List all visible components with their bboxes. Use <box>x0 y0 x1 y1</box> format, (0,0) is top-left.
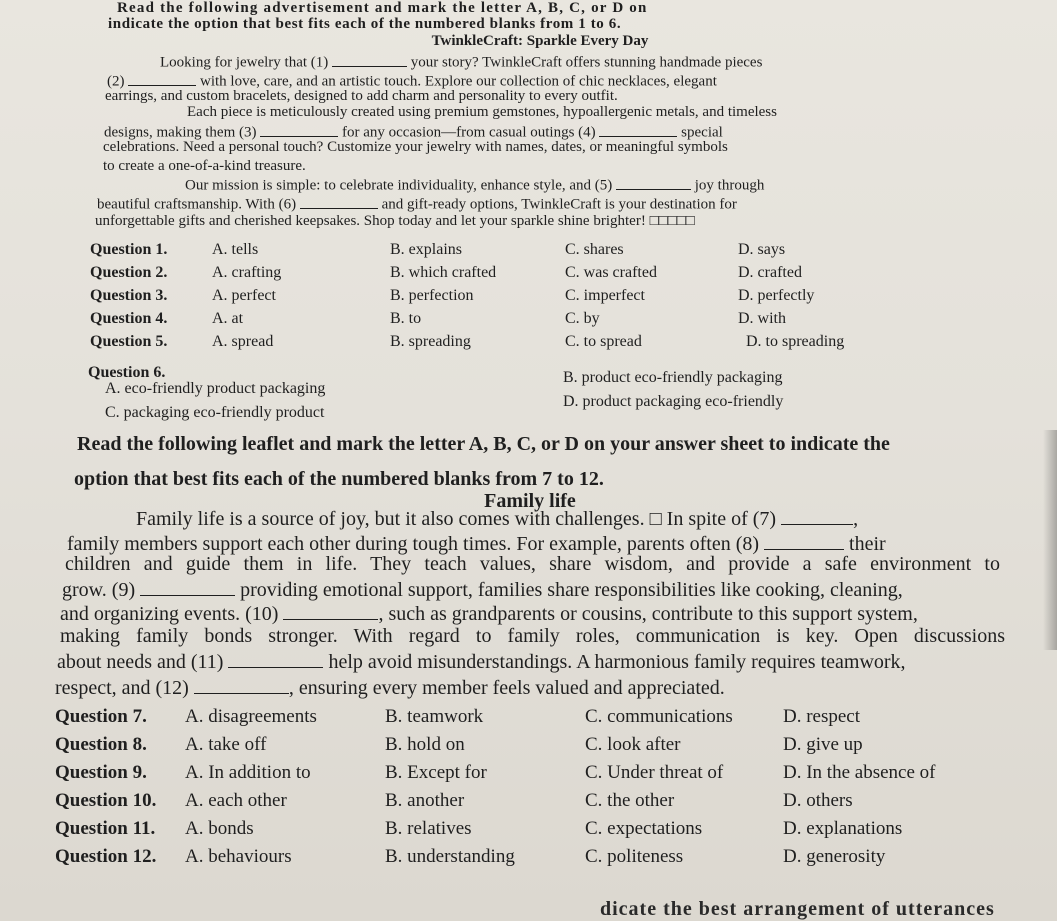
part1-instruction-line-1: Read the following advertisement and mark the letter A, B, C, or D on <box>117 0 648 16</box>
question-row <box>55 731 1025 759</box>
blank-8[interactable] <box>764 531 844 550</box>
question-label: Question 11. <box>55 818 156 839</box>
option-d[interactable]: D. give up <box>783 734 863 755</box>
question-row <box>55 759 1025 787</box>
option-c[interactable]: C. politeness <box>585 846 684 867</box>
option-d[interactable]: D. with <box>738 310 786 327</box>
leaflet-line-3: children and guide them in life. They teach values, share wisdom, and provide a safe environment to <box>65 553 1000 575</box>
option-d[interactable]: D. to spreading <box>746 333 845 350</box>
ad-text: your story? TwinkleCraft offers stunning handmade pieces <box>410 54 763 71</box>
question-row <box>90 238 990 261</box>
question-row <box>90 330 990 353</box>
ad-text: Looking for jewelry that (1) <box>160 54 329 71</box>
blank-7[interactable] <box>781 506 853 525</box>
option-d[interactable]: D. others <box>783 790 853 811</box>
option-c[interactable]: C. imperfect <box>565 287 645 304</box>
leaflet-text: family members support each other during tough times. For example, parents often (8) <box>67 533 760 555</box>
part2-question-table <box>55 703 1025 871</box>
ad-line-8 <box>185 175 940 195</box>
ad-text: and gift-ready options, TwinkleCraft is your destination for <box>381 196 737 213</box>
blank-3[interactable] <box>260 122 338 137</box>
option-a[interactable]: A. disagreements <box>185 706 317 727</box>
leaflet-text: their <box>849 533 886 555</box>
leaflet-line-1 <box>136 506 1016 531</box>
option-a[interactable]: A. bonds <box>185 818 254 839</box>
option-d[interactable]: D. explanations <box>783 818 903 839</box>
ad-text: with love, care, and an artistic touch. Explore our collection of chic necklaces, elegant <box>200 73 717 90</box>
blank-6[interactable] <box>300 194 378 209</box>
leaflet-text: grow. (9) <box>62 579 136 601</box>
option-a[interactable]: A. behaviours <box>185 846 292 867</box>
leaflet-text: , <box>853 508 859 530</box>
blank-12[interactable] <box>194 675 289 694</box>
question-label: Question 3. <box>90 287 168 304</box>
blank-11[interactable] <box>228 649 323 668</box>
option-b[interactable]: B. perfection <box>390 287 474 304</box>
part1-instruction-line-2: indicate the option that best fits each of the numbered blanks from 1 to 6. <box>108 16 622 32</box>
leaflet-text: , such as grandparents or cousins, contribute to this support system, <box>378 603 918 625</box>
question-label: Question 12. <box>55 846 157 867</box>
option-a[interactable]: A. at <box>212 310 244 327</box>
leaflet-text: about needs and (11) <box>57 651 224 673</box>
blank-4[interactable] <box>599 122 677 137</box>
ad-text: joy through <box>694 177 765 194</box>
blank-2[interactable] <box>128 71 196 86</box>
option-a[interactable]: A. spread <box>212 333 274 350</box>
option-b[interactable]: B. to <box>390 310 422 327</box>
option-c[interactable]: C. communications <box>585 706 733 727</box>
option-a[interactable]: A. eco-friendly product packaging <box>105 380 326 397</box>
option-c[interactable]: C. packaging eco-friendly product <box>105 404 325 421</box>
option-c[interactable]: C. the other <box>585 790 675 811</box>
ad-line-3: earrings, and custom bracelets, designed to add charm and personality to every outfit. <box>105 88 618 104</box>
question-label: Question 1. <box>90 241 168 258</box>
question-label: Question 9. <box>55 762 147 783</box>
option-a[interactable]: A. perfect <box>212 287 276 304</box>
question-row <box>55 787 1025 815</box>
ad-line-10: unforgettable gifts and cherished keepsakes. Shop today and let your sparkle shine brighter! □□□□□ <box>95 213 695 229</box>
question-label: Question 4. <box>90 310 168 327</box>
leaflet-line-8 <box>55 675 855 700</box>
question-label: Question 5. <box>90 333 168 350</box>
ad-text: designs, making them (3) <box>104 124 257 141</box>
question-label: Question 7. <box>55 706 147 727</box>
option-d[interactable]: D. In the absence of <box>783 762 936 783</box>
ad-line-1 <box>160 52 920 72</box>
part1-question-table <box>90 238 990 353</box>
leaflet-text: respect, and (12) <box>55 677 189 699</box>
part2-instruction-line-2: option that best fits each of the numbered blanks from 7 to 12. <box>74 468 604 490</box>
option-d[interactable]: D. says <box>738 241 786 258</box>
ad-line-4: Each piece is meticulously created using premium gemstones, hypoallergenic metals, and timeless <box>187 104 777 120</box>
question-6-label: Question 6. <box>88 364 166 381</box>
option-b[interactable]: B. Except for <box>385 762 487 783</box>
option-c[interactable]: C. expectations <box>585 818 703 839</box>
option-d[interactable]: D. respect <box>783 706 861 727</box>
blank-1[interactable] <box>332 52 407 67</box>
ad-text: (2) <box>107 73 125 90</box>
next-section-instruction-fragment: dicate the best arrangement of utterances <box>600 898 995 920</box>
option-a[interactable]: A. In addition to <box>185 762 311 783</box>
option-c[interactable]: C. Under threat of <box>585 762 724 783</box>
leaflet-line-4 <box>62 577 1007 602</box>
option-d[interactable]: D. perfectly <box>738 287 815 304</box>
option-b[interactable]: B. hold on <box>385 734 465 755</box>
ad-line-9 <box>97 194 942 214</box>
part1-title: TwinkleCraft: Sparkle Every Day <box>431 33 649 49</box>
leaflet-line-6: making family bonds stronger. With regard to family roles, communication is key. Open discussions <box>60 625 1005 647</box>
question-label: Question 10. <box>55 790 157 811</box>
option-b[interactable]: B. explains <box>390 241 462 258</box>
option-a[interactable]: A. take off <box>185 734 267 755</box>
option-b[interactable]: B. understanding <box>385 846 515 867</box>
question-row <box>90 307 990 330</box>
question-row <box>55 703 1025 731</box>
ad-line-6: celebrations. Need a personal touch? Customize your jewelry with names, dates, or meaningful symbols <box>103 139 728 155</box>
part2-title: Family life <box>484 490 576 512</box>
blank-9[interactable] <box>140 577 235 596</box>
option-c[interactable]: C. by <box>565 310 600 327</box>
option-b[interactable]: B. which crafted <box>390 264 497 281</box>
leaflet-text: and organizing events. (10) <box>60 603 279 625</box>
option-c[interactable]: C. to spread <box>565 333 642 350</box>
option-a[interactable]: A. crafting <box>212 264 282 281</box>
question-row <box>55 843 1025 871</box>
option-b[interactable]: B. relatives <box>385 818 472 839</box>
option-a[interactable]: A. tells <box>212 241 259 258</box>
option-b[interactable]: B. product eco-friendly packaging <box>563 369 783 386</box>
ad-line-7: to create a one-of-a-kind treasure. <box>103 158 306 174</box>
option-b[interactable]: B. another <box>385 790 465 811</box>
option-a[interactable]: A. each other <box>185 790 287 811</box>
leaflet-text: providing emotional support, families share responsibilities like cooking, cleaning, <box>240 579 903 601</box>
question-row <box>55 815 1025 843</box>
page-edge-shadow <box>1043 430 1057 650</box>
ad-text: special <box>681 124 723 141</box>
question-label: Question 8. <box>55 734 147 755</box>
part2-instruction-line-1: Read the following leaflet and mark the letter A, B, C, or D on your answer sheet to indicate the <box>77 433 890 455</box>
option-c[interactable]: C. look after <box>585 734 681 755</box>
leaflet-text: help avoid misunderstandings. A harmonious family requires teamwork, <box>328 651 906 673</box>
option-b[interactable]: B. teamwork <box>385 706 484 727</box>
leaflet-line-7 <box>57 649 1017 674</box>
ad-text: beautiful craftsmanship. With (6) <box>97 196 297 213</box>
leaflet-line-5 <box>60 601 1020 626</box>
ad-text: Our mission is simple: to celebrate individuality, enhance style, and (5) <box>185 177 613 194</box>
question-row <box>90 284 990 307</box>
option-d[interactable]: D. crafted <box>738 264 802 281</box>
leaflet-text: , ensuring every member feels valued and appreciated. <box>288 677 725 699</box>
blank-5[interactable] <box>616 175 691 190</box>
option-d[interactable]: D. product packaging eco-friendly <box>563 393 784 410</box>
question-label: Question 2. <box>90 264 168 281</box>
option-d[interactable]: D. generosity <box>783 846 886 867</box>
option-b[interactable]: B. spreading <box>390 333 471 350</box>
option-c[interactable]: C. shares <box>565 241 624 258</box>
question-row <box>90 261 990 284</box>
leaflet-text: Family life is a source of joy, but it also comes with challenges. □ In spite of (7) <box>136 508 777 530</box>
blank-10[interactable] <box>283 601 378 620</box>
ad-text: for any occasion—from casual outings (4) <box>341 124 596 141</box>
option-c[interactable]: C. was crafted <box>565 264 657 281</box>
